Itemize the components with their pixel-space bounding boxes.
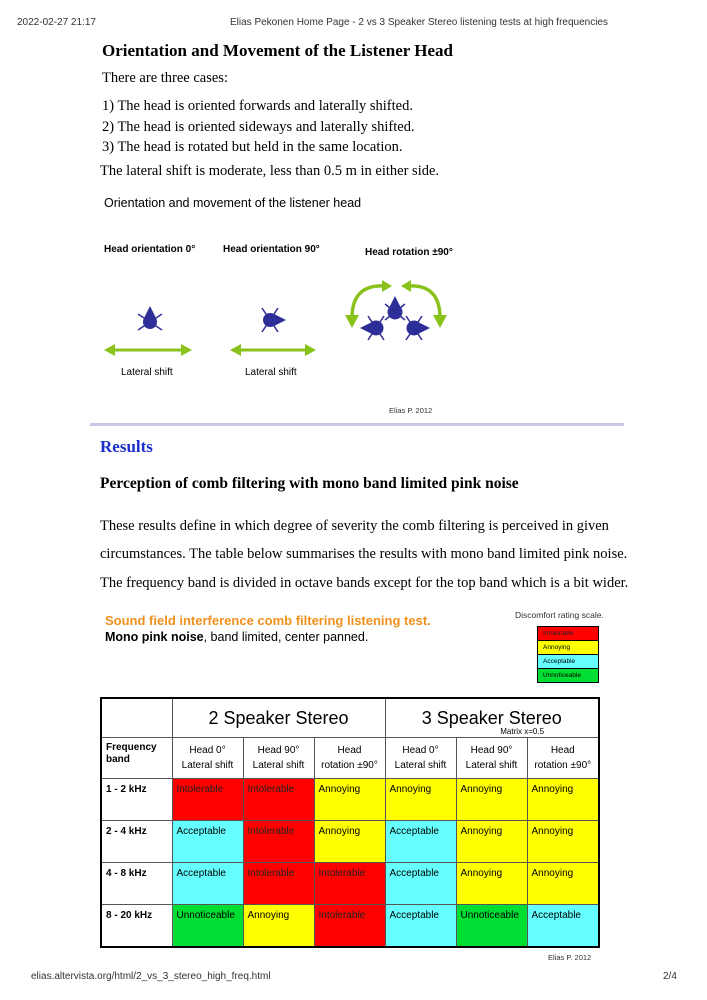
cases-intro: There are three cases: bbox=[102, 70, 228, 86]
matrix-note: Matrix x=0.5 bbox=[500, 727, 545, 736]
band-cell: 8 - 20 kHz bbox=[101, 905, 172, 948]
rating-cell: Intolerable bbox=[314, 863, 385, 905]
orientation-heading: Orientation and Movement of the Listener Head bbox=[102, 41, 453, 60]
rating-cell: Annoying bbox=[527, 863, 599, 905]
rating-cell: Acceptable bbox=[172, 821, 243, 863]
column-header bbox=[385, 738, 456, 779]
rating-cell: Intolerable bbox=[243, 779, 314, 821]
head-90-icon bbox=[262, 308, 286, 332]
rating-cell: Annoying bbox=[456, 863, 527, 905]
results-subheading: Perception of comb filtering with mono band limited pink noise bbox=[100, 475, 519, 492]
table-body bbox=[101, 779, 599, 948]
rating-cell: Acceptable bbox=[527, 905, 599, 948]
scale-acceptable: Acceptable bbox=[538, 655, 598, 669]
rating-cell: Annoying bbox=[527, 779, 599, 821]
results-paragraph-line: circumstances. The table below summarises the results with mono band limited pink noise. bbox=[100, 546, 628, 562]
head-diagram bbox=[90, 270, 470, 370]
rating-cell: Intolerable bbox=[243, 821, 314, 863]
band-header bbox=[101, 738, 172, 779]
band-cell: 1 - 2 kHz bbox=[101, 779, 172, 821]
rating-cell: Unnoticeable bbox=[456, 905, 527, 948]
col-line1: Head 90° bbox=[470, 745, 513, 756]
rating-cell: Annoying bbox=[385, 779, 456, 821]
column-header bbox=[456, 738, 527, 779]
band-cell: 4 - 8 kHz bbox=[101, 863, 172, 905]
section-divider bbox=[90, 423, 624, 426]
rating-cell: Annoying bbox=[456, 821, 527, 863]
rotation-arrow-left bbox=[352, 286, 385, 318]
test-subtitle bbox=[105, 630, 368, 644]
table-row bbox=[101, 779, 599, 821]
rating-cell: Acceptable bbox=[385, 905, 456, 948]
scale-unnoticeable: Unnoticeable bbox=[538, 669, 598, 682]
group-2-speaker: 2 Speaker Stereo bbox=[172, 698, 385, 738]
diagram-title: Orientation and movement of the listener head bbox=[104, 196, 362, 210]
col-line1: Head 90° bbox=[257, 745, 300, 756]
case-item: 3) The head is rotated but held in the same location. bbox=[102, 139, 403, 155]
scale-intolerable: Intolerable bbox=[538, 627, 598, 641]
rating-cell: Annoying bbox=[314, 821, 385, 863]
print-datetime: 2022-02-27 21:17 bbox=[17, 17, 96, 28]
group-3-speaker bbox=[385, 698, 599, 738]
case-item: 1) The head is oriented forwards and laterally shifted. bbox=[102, 98, 413, 114]
test-title: Sound field interference comb filtering listening test. bbox=[105, 613, 431, 628]
diagram-credit: Elias P. 2012 bbox=[389, 406, 433, 415]
head-rotation-icon bbox=[360, 296, 430, 340]
table-row bbox=[101, 863, 599, 905]
rating-cell: Intolerable bbox=[314, 905, 385, 948]
col-line2: Lateral shift bbox=[252, 760, 305, 771]
table-credit: Elias P. 2012 bbox=[548, 953, 592, 962]
table-corner bbox=[101, 698, 172, 738]
col-line2: Lateral shift bbox=[465, 760, 518, 771]
col-line1: Head bbox=[550, 745, 575, 756]
scale-annoying: Annoying bbox=[538, 641, 598, 655]
rating-cell: Intolerable bbox=[243, 863, 314, 905]
rating-cell: Annoying bbox=[456, 779, 527, 821]
rating-cell: Annoying bbox=[243, 905, 314, 948]
table-row bbox=[101, 821, 599, 863]
col-line1: Head 0° bbox=[402, 745, 439, 756]
test-subtitle-bold: Mono pink noise bbox=[105, 630, 204, 644]
band-header-line1: Frequency bbox=[106, 742, 157, 753]
results-table bbox=[100, 697, 600, 948]
band-header-line2: band bbox=[106, 754, 130, 765]
group-3-speaker-label: 3 Speaker Stereo bbox=[421, 707, 562, 728]
label-head-rotation: Head rotation ±90° bbox=[365, 247, 453, 258]
test-subtitle-rest: , band limited, center panned. bbox=[203, 630, 369, 644]
rating-cell: Annoying bbox=[314, 779, 385, 821]
rating-cell: Annoying bbox=[527, 821, 599, 863]
label-head-0: Head orientation 0° bbox=[104, 244, 196, 255]
results-heading: Results bbox=[100, 437, 153, 456]
col-line1: Head bbox=[337, 745, 362, 756]
case-item: 2) The head is oriented sideways and laterally shifted. bbox=[102, 118, 415, 135]
print-title: Elias Pekonen Home Page - 2 vs 3 Speaker Stereo listening tests at high frequencies bbox=[230, 17, 608, 28]
print-page-number: 2/4 bbox=[663, 971, 677, 982]
column-header bbox=[172, 738, 243, 779]
col-line2: Lateral shift bbox=[394, 760, 447, 771]
col-line2: rotation ±90° bbox=[321, 760, 378, 771]
rotation-arrow-right bbox=[408, 286, 440, 318]
col-line2: rotation ±90° bbox=[534, 760, 592, 771]
rating-cell: Acceptable bbox=[385, 821, 456, 863]
rating-cell: Intolerable bbox=[172, 779, 243, 821]
rating-scale bbox=[537, 626, 599, 683]
scale-title: Discomfort rating scale. bbox=[515, 610, 604, 620]
rating-cell: Acceptable bbox=[385, 863, 456, 905]
results-paragraph-line: The frequency band is divided in octave bands except for the top band which is a bit wider. bbox=[100, 575, 629, 591]
column-header bbox=[314, 738, 385, 779]
results-paragraph-line: These results define in which degree of severity the comb filtering is perceived in given bbox=[100, 518, 609, 534]
label-head-90: Head orientation 90° bbox=[223, 244, 320, 255]
table-row bbox=[101, 905, 599, 948]
col-line1: Head 0° bbox=[189, 745, 226, 756]
column-header bbox=[243, 738, 314, 779]
lateral-shift-label-1: Lateral shift bbox=[121, 367, 173, 378]
shift-note: The lateral shift is moderate, less than 0.5 m in either side. bbox=[100, 163, 440, 179]
column-header bbox=[527, 738, 599, 779]
cases-list bbox=[102, 96, 415, 158]
print-url: elias.altervista.org/html/2_vs_3_stereo_high_freq.html bbox=[31, 971, 271, 982]
band-cell: 2 - 4 kHz bbox=[101, 821, 172, 863]
rating-cell: Unnoticeable bbox=[172, 905, 243, 948]
rating-cell: Acceptable bbox=[172, 863, 243, 905]
head-0-icon bbox=[138, 306, 162, 330]
lateral-shift-label-2: Lateral shift bbox=[245, 367, 297, 378]
col-line2: Lateral shift bbox=[181, 760, 234, 771]
